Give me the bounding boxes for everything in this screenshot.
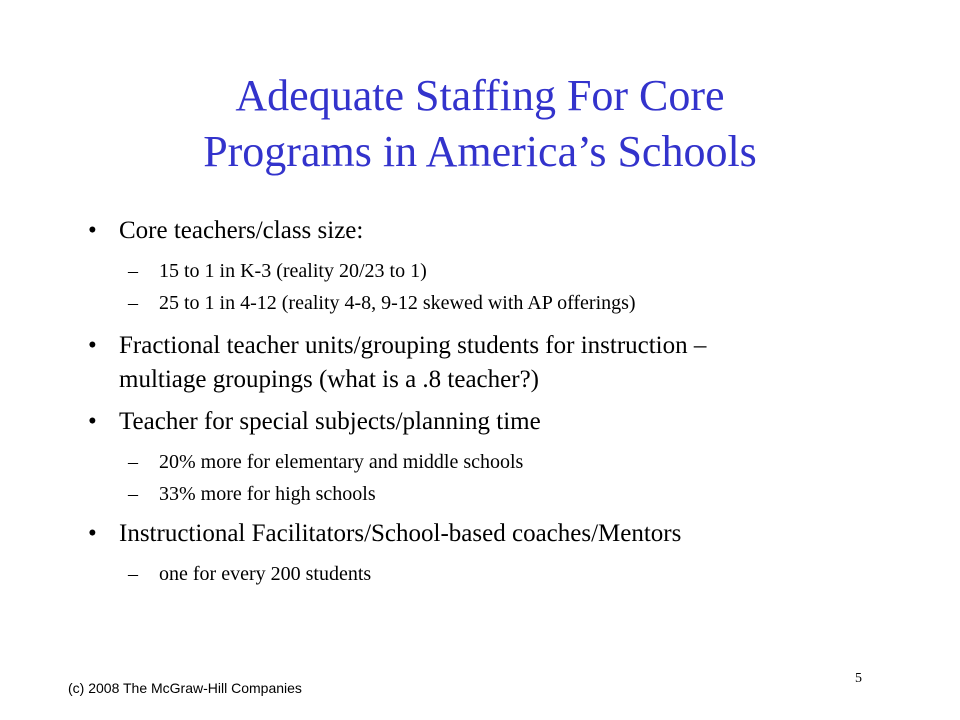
copyright-footer: (c) 2008 The McGraw-Hill Companies (68, 680, 302, 696)
sub-bullet-k3-ratio: 15 to 1 in K-3 (reality 20/23 to 1) (159, 260, 427, 282)
sub-bullet-marker: – (128, 563, 138, 585)
bullet-marker: • (88, 332, 97, 359)
bullet-marker: • (88, 520, 97, 547)
bullet-marker: • (88, 408, 97, 435)
sub-bullet-elementary-middle: 20% more for elementary and middle schools (159, 451, 524, 473)
page-number: 5 (855, 671, 862, 686)
sub-bullet-high-schools: 33% more for high schools (159, 483, 376, 505)
sub-bullet-marker: – (128, 292, 138, 314)
bullet-fractional-units-line-2: multiage groupings (what is a .8 teacher?) (119, 366, 539, 393)
slide-title-line-1: Adequate Staffing For Core (235, 71, 725, 120)
sub-bullet-per-200-students: one for every 200 students (159, 563, 372, 585)
sub-bullet-marker: – (128, 260, 138, 282)
sub-bullet-marker: – (128, 451, 138, 473)
bullet-marker: • (88, 217, 97, 244)
slide-title-line-2: Programs in America’s Schools (203, 127, 757, 176)
bullet-fractional-units-line-1: Fractional teacher units/grouping students for instruction – (119, 332, 707, 359)
bullet-instructional-facilitators: Instructional Facilitators/School-based coaches/Mentors (119, 520, 682, 547)
sub-bullet-marker: – (128, 483, 138, 505)
bullet-fractional-units (119, 329, 879, 397)
sub-bullet-4-12-ratio: 25 to 1 in 4-12 (reality 4-8, 9-12 skewed with AP offerings) (159, 292, 636, 314)
bullet-core-teachers: Core teachers/class size: (119, 217, 364, 244)
bullet-special-subjects: Teacher for special subjects/planning time (119, 408, 541, 435)
